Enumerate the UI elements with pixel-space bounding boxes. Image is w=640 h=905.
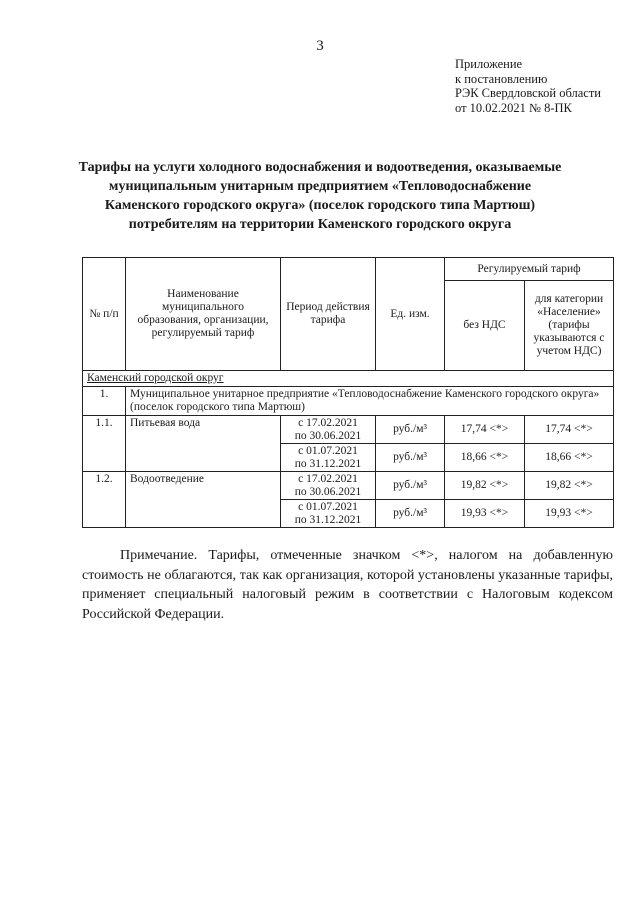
row-name: Водоотведение <box>126 472 281 528</box>
period-cell <box>281 472 376 500</box>
region-row <box>83 371 614 387</box>
header-num: № п/п <box>83 258 126 371</box>
appendix-line: РЭК Свердловской области <box>455 86 601 100</box>
appendix-line: от 10.02.2021 № 8-ПК <box>455 100 572 115</box>
period-cell <box>281 416 376 444</box>
header-period: Период действия тарифа <box>281 258 376 371</box>
page-number: 3 <box>316 38 324 54</box>
title-line: Каменского городского округа» (поселок городского типа Мартюш) <box>104 198 536 213</box>
header-row <box>83 258 614 281</box>
unit-cell: руб./м³ <box>376 416 445 444</box>
period-from: с 17.02.2021 <box>298 417 358 429</box>
period-to: по 31.12.2021 <box>294 513 362 526</box>
row-num: 1.2. <box>83 472 126 528</box>
title-line: Тарифы на услуги холодного водоснабжения и водоотведения, оказываемые <box>78 160 562 175</box>
title-line: муниципальным унитарным предприятием «Тепловодоснабжение <box>108 179 532 194</box>
org-row <box>83 387 614 416</box>
header-regulated: Регулируемый тариф <box>445 258 614 281</box>
tariff-no-vat: 17,74 <*> <box>445 416 525 444</box>
period-to: по 31.12.2021 <box>294 457 362 470</box>
tariff-population: 19,82 <*> <box>525 472 614 500</box>
tariff-no-vat: 19,93 <*> <box>445 500 525 528</box>
org-name: Муниципальное унитарное предприятие «Тепловодоснабжение Каменского городского округа» (поселок городского типа Мартюш) <box>126 387 614 416</box>
period-to: по 30.06.2021 <box>294 429 362 442</box>
table-row <box>83 472 614 500</box>
table-row <box>83 416 614 444</box>
tariff-table <box>82 257 614 528</box>
header-population: для категории «Население» (тарифы указываются с учетом НДС) <box>525 281 614 371</box>
period-from: с 17.02.2021 <box>298 473 358 485</box>
region-name: Каменский городской округ <box>83 371 614 387</box>
row-name: Питьевая вода <box>126 416 281 472</box>
period-to: по 30.06.2021 <box>294 485 362 498</box>
tariff-population: 18,66 <*> <box>525 444 614 472</box>
header-name: Наименование муниципального образования, организации, регулируемый тариф <box>126 258 281 371</box>
document-title <box>70 158 570 234</box>
period-cell <box>281 500 376 528</box>
tariff-no-vat: 18,66 <*> <box>445 444 525 472</box>
period-from: с 01.07.2021 <box>298 501 358 513</box>
appendix-line: Приложение <box>455 57 523 71</box>
header-no-vat: без НДС <box>445 281 525 371</box>
appendix-block <box>455 57 601 115</box>
tariff-population: 19,93 <*> <box>525 500 614 528</box>
period-cell <box>281 444 376 472</box>
row-num: 1.1. <box>83 416 126 472</box>
footnote: Примечание. Тарифы, отмеченные значком <*>, налогом на добавленную стоимость не облагаются, так как организация, которой установлены указанные тарифы, применяет специальный налоговый режим в соответствии с Налоговым кодексом Российской Федерации. <box>82 548 613 622</box>
tariff-no-vat: 19,82 <*> <box>445 472 525 500</box>
org-num: 1. <box>83 387 126 416</box>
period-from: с 01.07.2021 <box>298 445 358 457</box>
unit-cell: руб./м³ <box>376 444 445 472</box>
unit-cell: руб./м³ <box>376 500 445 528</box>
header-unit: Ед. изм. <box>376 258 445 371</box>
tariff-population: 17,74 <*> <box>525 416 614 444</box>
unit-cell: руб./м³ <box>376 472 445 500</box>
appendix-line: к постановлению <box>455 71 548 86</box>
title-line: потребителям на территории Каменского городского округа <box>128 217 512 232</box>
